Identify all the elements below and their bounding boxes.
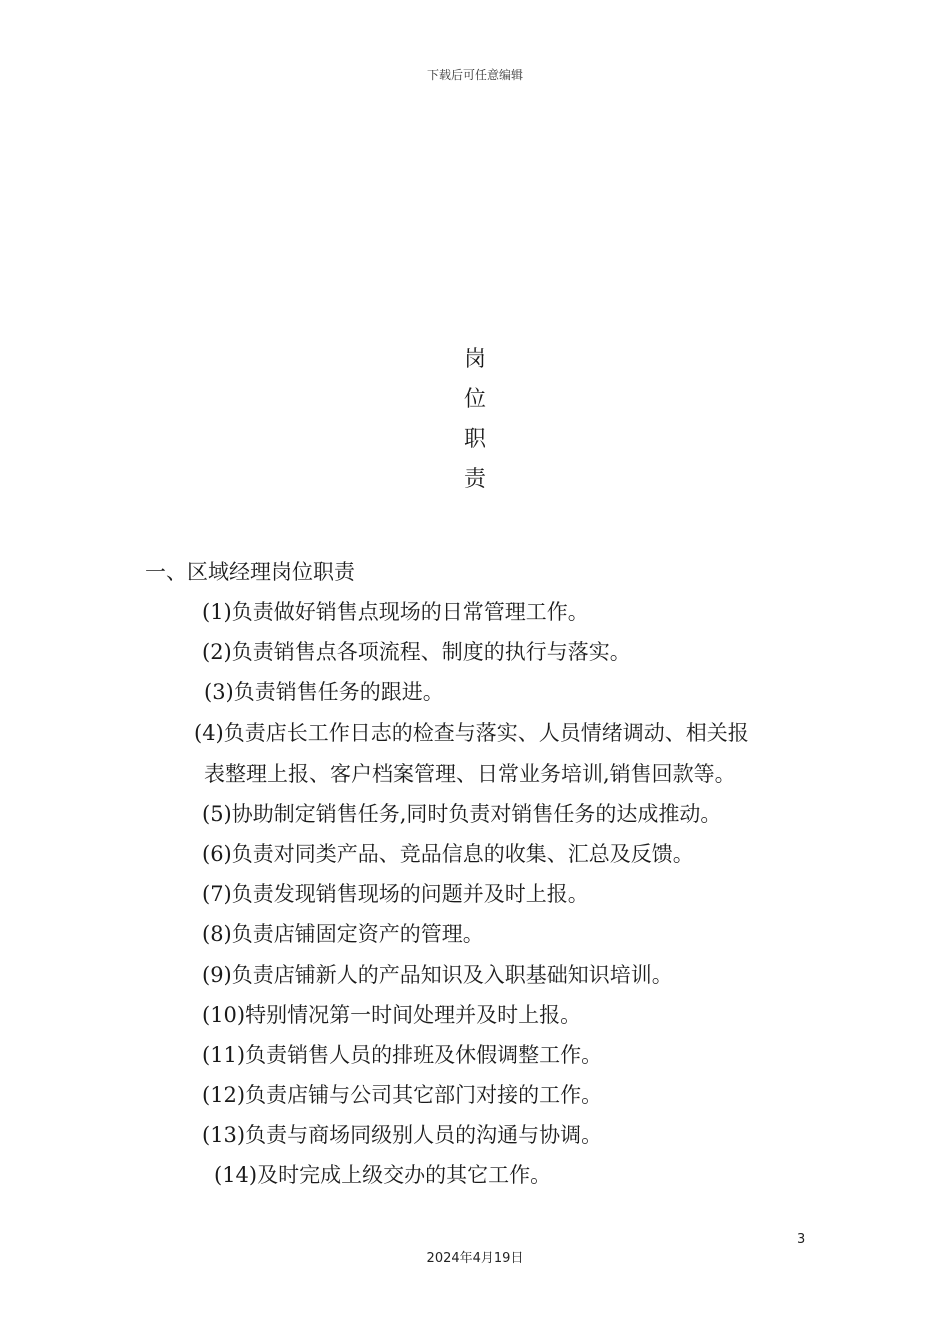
list-item: (2)负责销售点各项流程、制度的执行与落实。 [202,640,631,664]
list-item: (3)负责销售任务的跟进。 [204,680,444,704]
list-item: 表整理上报、客户档案管理、日常业务培训,销售回款等。 [204,762,736,786]
list-item: (8)负责店铺固定资产的管理。 [202,922,484,946]
list-item: (5)协助制定销售任务,同时负责对销售任务的达成推动。 [202,802,722,826]
list-item: (10)特别情况第一时间处理并及时上报。 [202,1003,582,1027]
header-note: 下载后可任意编辑 [426,68,523,82]
list-item: (6)负责对同类产品、竞品信息的收集、汇总及反馈。 [202,842,694,866]
list-item: (7)负责发现销售现场的问题并及时上报。 [202,882,589,906]
title-char: 责 [463,467,486,492]
section-heading: 一、区域经理岗位职责 [145,560,355,584]
list-item: (1)负责做好销售点现场的日常管理工作。 [202,600,589,624]
title-char: 职 [463,427,486,452]
list-item: (9)负责店铺新人的产品知识及入职基础知识培训。 [202,963,673,987]
list-item: (4)负责店长工作日志的检查与落实、人员情绪调动、相关报 [194,721,749,745]
list-item: (11)负责销售人员的排班及休假调整工作。 [202,1043,603,1067]
footer-date: 2024年4月19日 [426,1251,524,1266]
page-title [460,340,490,500]
title-char: 位 [463,387,486,412]
title-char: 岗 [463,347,486,372]
page-number: 3 [797,1232,806,1247]
list-item: (14)及时完成上级交办的其它工作。 [214,1163,552,1187]
list-item: (13)负责与商场同级别人员的沟通与协调。 [202,1123,603,1147]
list-item: (12)负责店铺与公司其它部门对接的工作。 [202,1083,603,1107]
